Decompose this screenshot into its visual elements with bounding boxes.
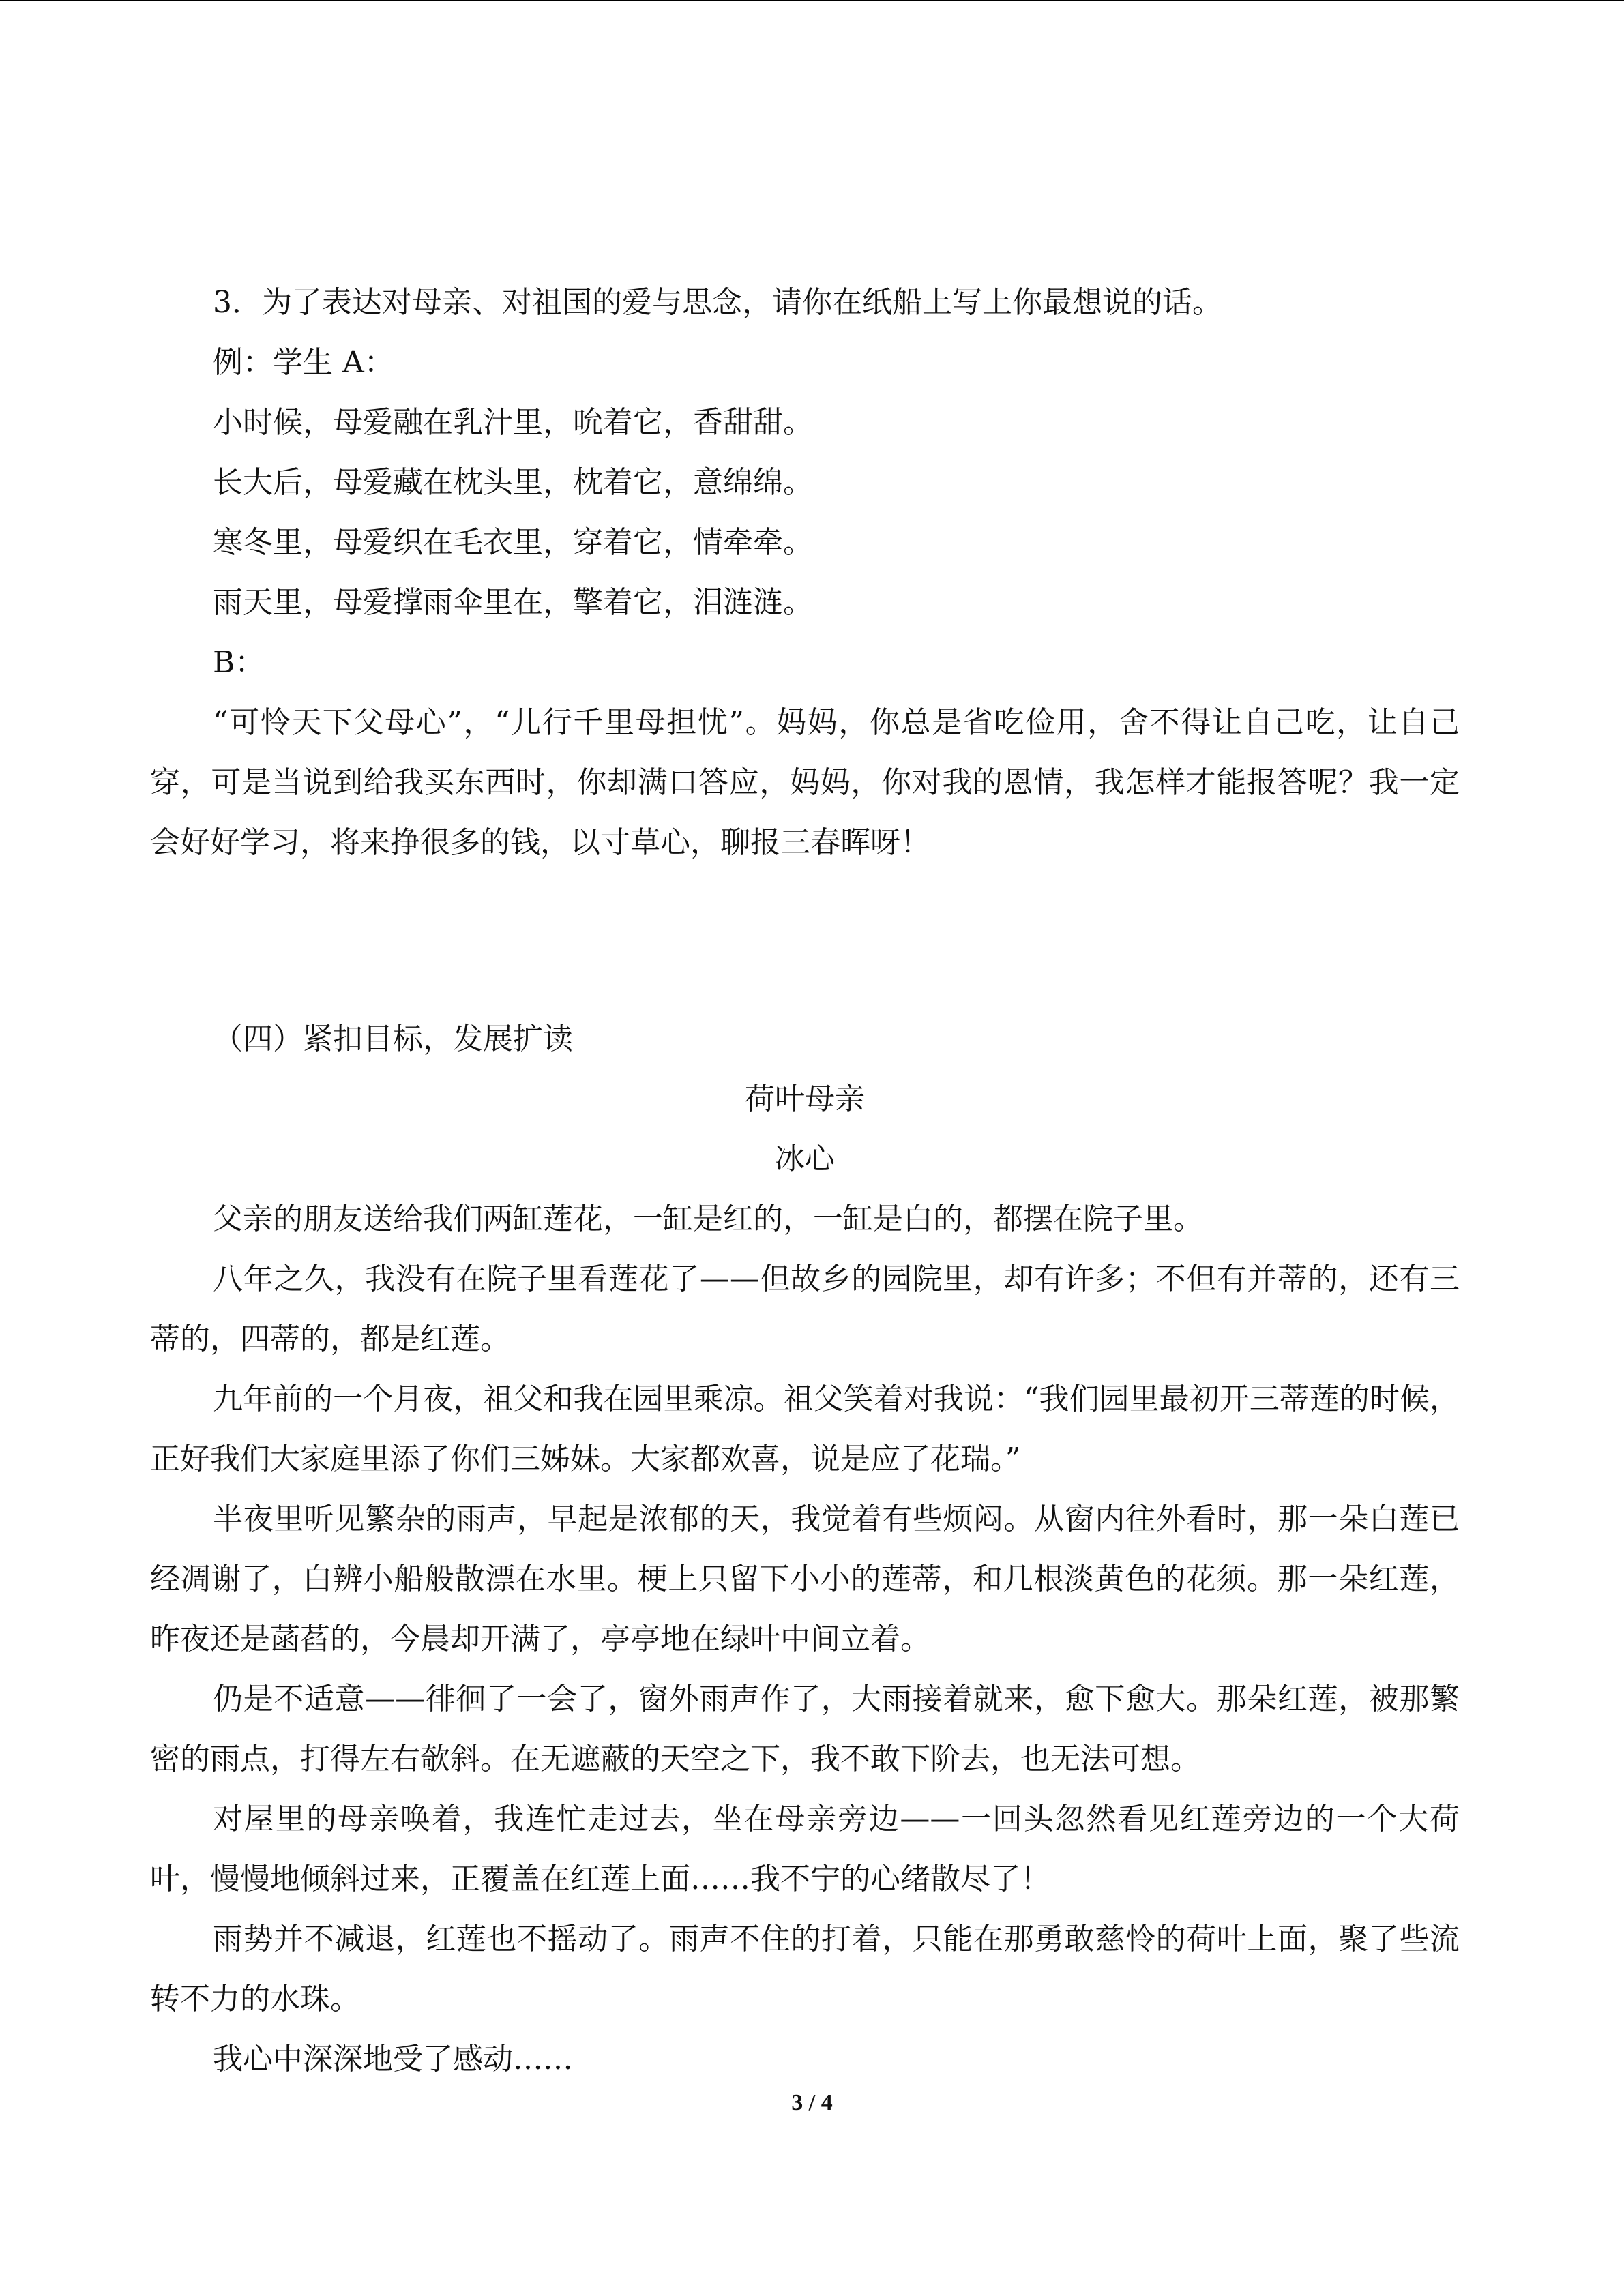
document-body [150, 273, 1460, 2089]
example-label: 例：学生 A： [213, 345, 394, 380]
essay-paragraph-8: 我心中深深地受了感动…… [213, 2042, 573, 2076]
essay-paragraph-4: 半夜里听见繁杂的雨声，早起是浓郁的天，我觉着有些烦闷。从窗内往外看时，那一朵白莲已经凋谢了，白辨小船般散漂在水里。梗上只留下小小的莲蒂，和几根淡黄色的花须。那一朵红莲，昨夜还是菡萏的，今晨却开满了，亭亭地在绿叶中间立着。 [150, 1502, 1460, 1656]
essay-paragraph-7: 雨势并不减退，红莲也不摇动了。雨声不住的打着，只能在那勇敢慈怜的荷叶上面，聚了些流转不力的水珠。 [150, 1922, 1460, 2016]
essay-paragraph-1: 父亲的朋友送给我们两缸莲花，一缸是红的，一缸是白的，都摆在院子里。 [213, 1202, 1203, 1236]
essay-author: 冰心 [775, 1142, 835, 1176]
b-answer-text: “可怜天下父母心”，“儿行千里母担忧”。妈妈，你总是省吃俭用，舍不得让自己吃，让自己穿，可是当说到给我买东西时，你却满口答应，妈妈，你对我的恩情，我怎样才能报答呢？我一定会好好学习，将来挣很多的钱，以寸草心，聊报三春晖呀！ [150, 705, 1460, 860]
essay-title: 荷叶母亲 [745, 1082, 865, 1116]
essay-paragraph-6: 对屋里的母亲唤着，我连忙走过去，坐在母亲旁边——一回头忽然看见红莲旁边的一个大荷叶，慢慢地倾斜过来，正覆盖在红莲上面……我不宁的心绪散尽了！ [150, 1802, 1460, 1896]
essay-paragraph-5: 仍是不适意——徘徊了一会了，窗外雨声作了，大雨接着就来，愈下愈大。那朵红莲，被那繁密的雨点，打得左右欹斜。在无遮蔽的天空之下，我不敢下阶去，也无法可想。 [150, 1682, 1460, 1776]
section-4-heading: （四）紧扣目标，发展扩读 [213, 1022, 573, 1056]
poem-line-1: 小时候，母爱融在乳汁里，吮着它，香甜甜。 [213, 405, 813, 440]
poem-line-4: 雨天里，母爱撑雨伞里在，擎着它，泪涟涟。 [213, 585, 813, 620]
poem-line-2: 长大后，母爱藏在枕头里，枕着它，意绵绵。 [213, 465, 813, 500]
page-top-rule [0, 0, 1624, 1]
b-label: B： [213, 645, 265, 680]
essay-paragraph-2: 八年之久，我没有在院子里看莲花了——但故乡的园院里，却有许多；不但有并蒂的，还有三蒂的，四蒂的，都是红莲。 [150, 1262, 1460, 1356]
poem-line-3: 寒冬里，母爱织在毛衣里，穿着它，情牵牵。 [213, 525, 813, 560]
page-number: 3 / 4 [791, 2090, 833, 2115]
section-spacer [150, 873, 1460, 1009]
question-3-prompt: 3．为了表达对母亲、对祖国的爱与思念，请你在纸船上写上你最想说的话。 [213, 285, 1222, 320]
essay-paragraph-3: 九年前的一个月夜，祖父和我在园里乘凉。祖父笑着对我说：“我们园里最初开三蒂莲的时候，正好我们大家庭里添了你们三姊妹。大家都欢喜，说是应了花瑞。” [150, 1382, 1460, 1476]
